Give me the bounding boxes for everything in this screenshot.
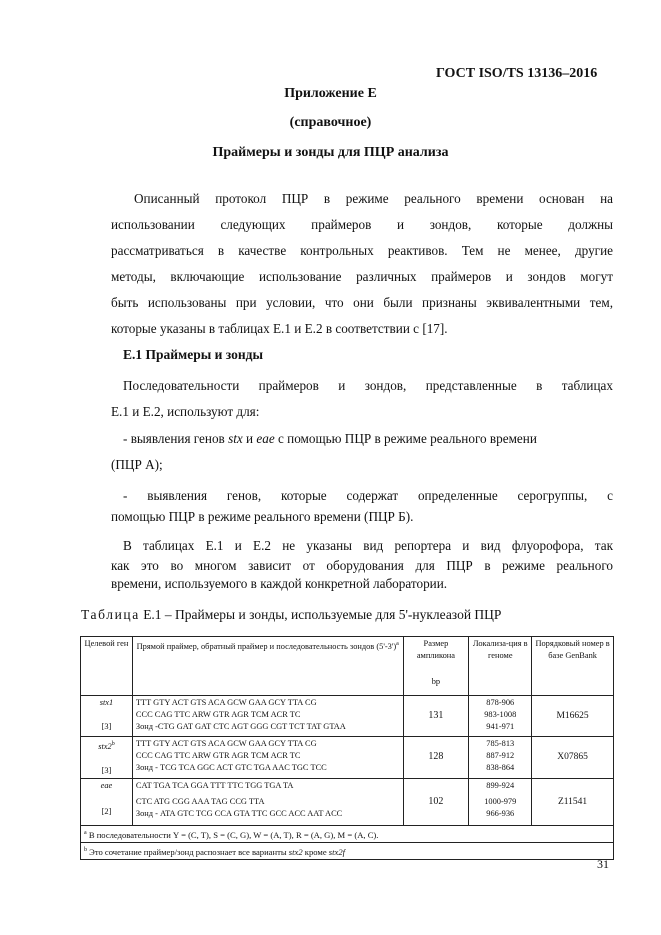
- bullet-genes: [123, 431, 537, 447]
- genbank-id: X07865: [532, 737, 614, 779]
- amplicon-size: 102: [403, 778, 469, 825]
- footnote-text: Это сочетание праймер/зонд распознает все варианты: [89, 846, 289, 857]
- appendix-type: (справочное): [289, 115, 372, 130]
- forward-primer: TTT GTY ACT GTS ACA GCW GAA GCY TTA CG: [135, 698, 317, 707]
- header-unit: bp: [431, 677, 441, 686]
- table-footnote-row: [81, 842, 614, 859]
- intro-line: методы, включающие использование различных праймеров и зондов могут: [111, 269, 613, 284]
- forward-primer: CAT TGA TCA GGA TTT TTC TGG TGA TA: [135, 780, 294, 790]
- location: 899-924: [486, 780, 515, 790]
- location: 966-936: [486, 808, 515, 818]
- intro-line: которые указаны в таблицах Е.1 и Е.2 в соответствии с [17].: [111, 321, 448, 336]
- paragraph-line: (ПЦР А);: [111, 457, 163, 472]
- footnote-text: кроме: [302, 846, 329, 857]
- location: 941-971: [486, 722, 515, 731]
- bullet-text: и: [242, 431, 257, 446]
- paragraph-line: В таблицах Е.1 и Е.2 не указаны вид репортера и вид флуорофора, так: [123, 538, 613, 553]
- header-cell: [132, 637, 403, 696]
- location: 983-1008: [484, 710, 517, 719]
- location: 838-864: [486, 763, 515, 772]
- table-row: [81, 778, 614, 825]
- forward-primer: TTT GTY ACT GTS ACA GCW GAA GCY TTA CG: [135, 739, 317, 748]
- gene-name: eae: [100, 780, 113, 790]
- header-cell: Целевой ген: [81, 637, 133, 696]
- intro-line: Описанный протокол ПЦР в режиме реального времени основан на: [134, 191, 613, 206]
- sequence-cell: [132, 737, 403, 779]
- gene-name: eae: [256, 431, 275, 446]
- bullet-text: с помощью ПЦР в режиме реального времени: [274, 431, 537, 446]
- gene-name: stx2f: [328, 846, 346, 857]
- footnote-text: В последовательности Y = (C, T), S = (C, G), W = (A, T), R = (A, G), M = (A, C).: [88, 829, 379, 840]
- intro-line: быть использованы при условии, что они были признаны эквивалентными тем,: [111, 295, 613, 310]
- amplicon-size: 128: [403, 737, 469, 779]
- header-cell: Порядковый номер в базе GenBank: [532, 637, 614, 696]
- paragraph-line: помощью ПЦР в режиме реального времени (ПЦР Б).: [111, 509, 414, 524]
- paragraph-line: времени, используемого в каждой конкретной лаборатории.: [111, 576, 448, 591]
- probe: Зонд - TCG TCA GGC ACT GTC TGA AAC TGC TCC: [135, 763, 327, 772]
- reverse-primer: CCC CAG TTC ARW GTR AGR TCM ACR TC: [135, 710, 301, 719]
- gene-cell: [81, 737, 133, 779]
- bullet-text: - выявления генов: [123, 431, 229, 446]
- table-header-row: [81, 637, 614, 696]
- page-number: 31: [597, 857, 609, 871]
- paragraph-line: Последовательности праймеров и зондов, представленные в таблицах: [123, 378, 613, 393]
- location: 878-906: [486, 698, 515, 707]
- gene-cell: [81, 696, 133, 737]
- table-row: [81, 737, 614, 779]
- genbank-id: Z11541: [532, 778, 614, 825]
- appendix-title: Приложение Е: [284, 86, 377, 101]
- header-text: Размер ампликона: [416, 639, 456, 660]
- section-heading: Е.1 Праймеры и зонды: [123, 347, 264, 362]
- sequence-cell: [132, 778, 403, 825]
- location-cell: [469, 696, 532, 737]
- footnote-a: [81, 825, 614, 842]
- reference: [3]: [101, 722, 112, 731]
- intro-line: использовании следующих праймеров и зондов, которые должны: [111, 217, 613, 232]
- footnote-marker: b: [84, 846, 87, 853]
- header-text: Прямой праймер, обратный праймер и последовательность зондов (5'-3'): [136, 641, 397, 651]
- reverse-primer: CCC CAG TTC ARW GTR AGR TCM ACR TC: [135, 751, 301, 760]
- header-cell: [403, 637, 469, 696]
- gene-name: stx2: [288, 846, 303, 857]
- paragraph-line: как это во многом зависит от оборудования для ПЦР в режиме реального: [111, 558, 613, 573]
- probe: Зонд -CTG GAT GAT CTC AGT GGG CGT TCT TAT GTAA: [135, 722, 346, 731]
- reverse-primer: CTC ATG CGG AAA TAG CCG TTA: [135, 796, 265, 806]
- primer-table: [80, 636, 614, 860]
- amplicon-size: 131: [403, 696, 469, 737]
- sequence-cell: [132, 696, 403, 737]
- table-caption-text: Е.1 – Праймеры и зонды, используемые для 5'-нуклеазой ПЦР: [139, 607, 502, 622]
- table-caption-label: Таблица: [81, 607, 140, 622]
- paragraph-line: - выявления генов, которые содержат определенные серогруппы, с: [123, 488, 613, 503]
- location: 1000-979: [484, 796, 517, 806]
- footnote-b: [81, 842, 614, 859]
- table-row: [81, 696, 614, 737]
- reference: [2]: [101, 806, 112, 816]
- intro-line: рассматриваться в качестве контрольных реактивов. Тем не менее, другие: [111, 243, 613, 258]
- location: 887-912: [486, 751, 515, 760]
- gene-name: stx1: [99, 698, 114, 707]
- location-cell: [469, 778, 532, 825]
- footnote-marker: a: [396, 641, 399, 647]
- standard-number: ГОСТ ISO/TS 13136–2016: [436, 66, 598, 81]
- table-footnote-row: [81, 825, 614, 842]
- probe: Зонд - ATA GTC TCG CCA GTA TTC GCC ACC AAT ACC: [135, 808, 343, 818]
- appendix-subtitle: Праймеры и зонды для ПЦР анализа: [212, 145, 449, 160]
- gene-cell: [81, 778, 133, 825]
- gene-name: stx2: [98, 741, 112, 751]
- header-cell: Локализа-ция в геноме: [469, 637, 532, 696]
- table-caption: [81, 607, 501, 623]
- location: 785-813: [486, 739, 515, 748]
- reference: [3]: [101, 765, 112, 775]
- location-cell: [469, 737, 532, 779]
- footnote-marker: a: [84, 829, 87, 836]
- genbank-id: M16625: [532, 696, 614, 737]
- gene-name: stx: [228, 431, 243, 446]
- footnote-marker: b: [111, 741, 115, 747]
- paragraph-line: Е.1 и Е.2, используют для:: [111, 404, 260, 419]
